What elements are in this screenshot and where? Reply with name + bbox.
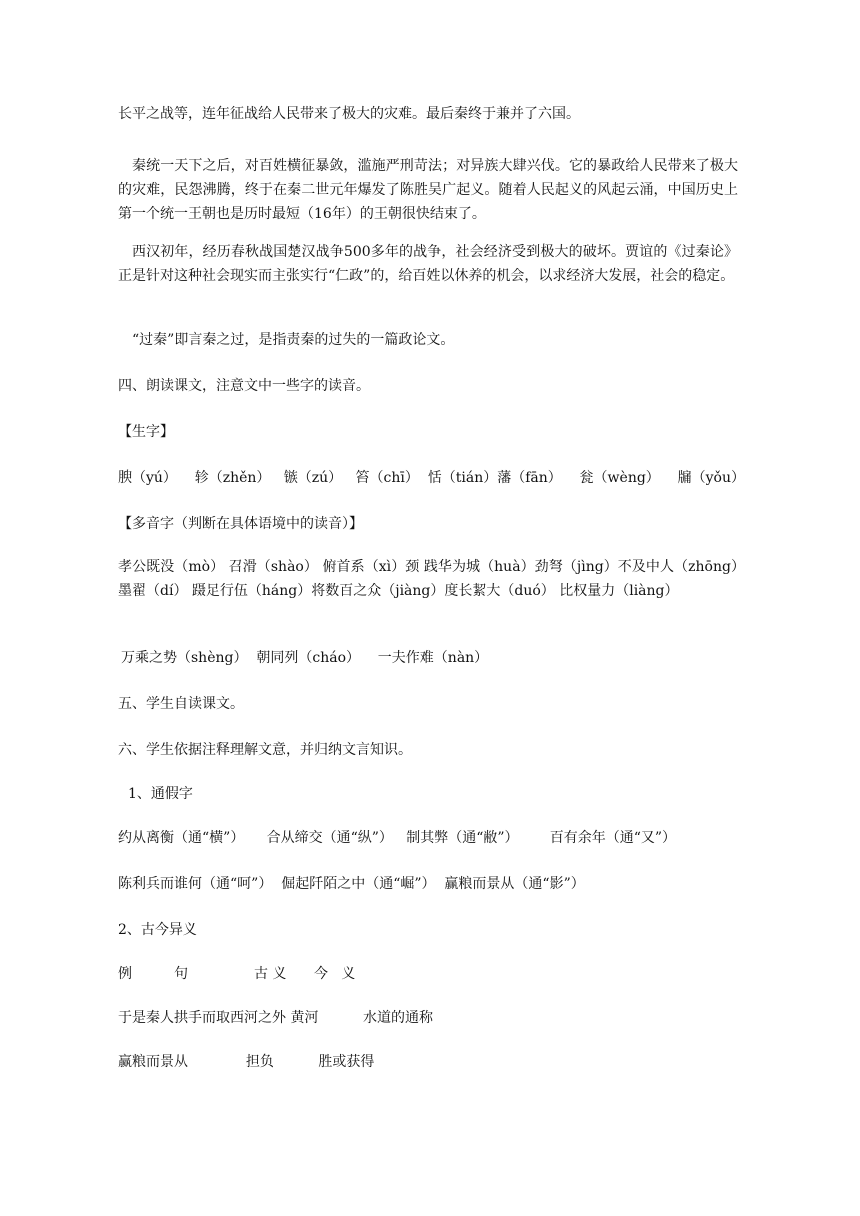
tongjia-row-1: 约从离衡（通“横”） 合从缔交（通“纵”） 制其弊（通“敝”） 百有余年（通“又”）: [118, 830, 677, 846]
table-head-ancient: 古 义: [254, 966, 287, 982]
table-head-modern: 今 义: [314, 966, 356, 982]
shengzi-list: 腴（yú） 轸（zhěn） 镞（zú） 笞（chī） 恬（tián）藩（fān） 瓮（wèng） 牖（yǒu）: [118, 470, 745, 486]
gujin-heading: 2、古今异义: [118, 922, 197, 938]
duoyin-list-1: 孝公既没（mò） 召滑（shào） 俯首系（xì）颈 践华为城（huà）劲弩（jìng）不及中人（zhōng）墨翟（dí） 蹑足行伍（háng）将数百之众（jiàng）度长絜大（duó） 比权量力（liàng）: [118, 559, 738, 599]
tongjia-heading: 1、通假字: [128, 786, 193, 802]
gujin-row-2: 赢粮而景从 担负 胜或获得: [118, 1054, 375, 1070]
paragraph-2: 秦统一天下之后，对百姓横征暴敛，滥施严刑苛法；对异族大肆兴伐。它的暴政给人民带来了极大的灾难，民怨沸腾，终于在秦二世元年爆发了陈胜吴广起义。随着人民起义的风起云涌，中国历史上第一个统一王朝也是历时最短（16年）的王朝很快结束了。: [118, 158, 738, 222]
shengzi-heading: 【生字】: [118, 424, 174, 440]
duoyin-heading: 【多音字（判断在具体语境中的读音）】: [118, 516, 363, 532]
section-4-heading: 四、朗读课文，注意文中一些字的读音。: [118, 378, 370, 394]
paragraph-4: “过秦”即言秦之过，是指责秦的过失的一篇政论文。: [132, 332, 455, 348]
paragraph-1: 长平之战等，连年征战给人民带来了极大的灾难。最后秦终于兼并了六国。: [118, 106, 580, 122]
section-5-heading: 五、学生自读课文。: [118, 696, 244, 712]
section-6-heading: 六、学生依据注释理解文意，并归纳文言知识。: [118, 742, 412, 758]
gujin-table-header: [118, 962, 738, 986]
gujin-row-1: 于是秦人拱手而取西河之外 黄河 水道的通称: [118, 1010, 433, 1026]
duoyin-list-2: 万乘之势（shèng） 朝同列（cháo） 一夫作难（nàn）: [121, 650, 489, 666]
table-head-example: 例: [118, 966, 132, 982]
table-head-sentence: 句: [174, 966, 188, 982]
tongjia-row-2: 陈利兵而谁何（通“呵”） 倔起阡陌之中（通“崛”） 赢粮而景从（通“影”）: [118, 876, 585, 892]
paragraph-3: 西汉初年，经历春秋战国楚汉战争500多年的战争，社会经济受到极大的破坏。贾谊的《过秦论》正是针对这种社会现实而主张实行“仁政”的，给百姓以休养的机会，以求经济大发展，社会的稳定。: [118, 244, 738, 284]
